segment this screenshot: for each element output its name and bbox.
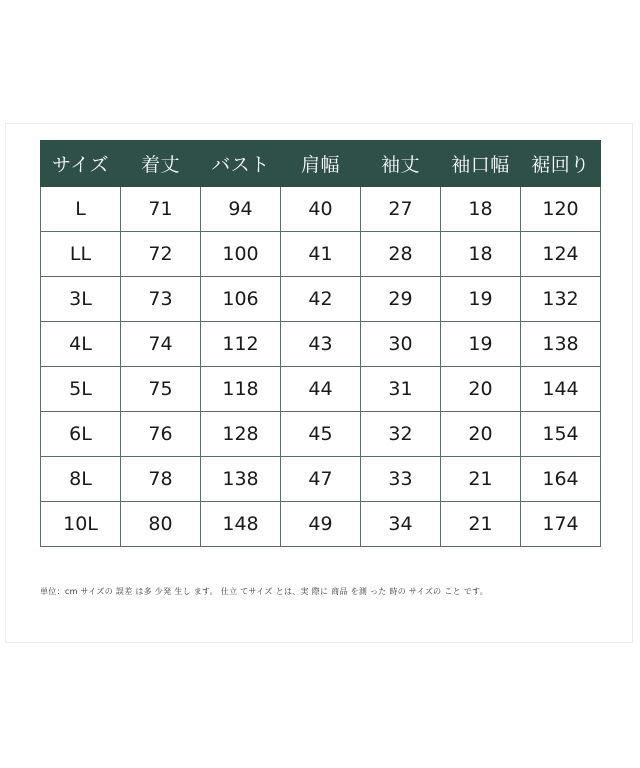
table-cell: 132	[521, 277, 601, 322]
table-cell: 118	[201, 367, 281, 412]
table-cell: 3L	[41, 277, 121, 322]
table-cell: 8L	[41, 457, 121, 502]
table-row	[41, 412, 601, 457]
table-cell: 100	[201, 232, 281, 277]
table-cell: 20	[441, 367, 521, 412]
table-cell: 72	[121, 232, 201, 277]
table-cell: 21	[441, 457, 521, 502]
header-cuff: 袖口幅	[441, 141, 521, 187]
table-cell: 76	[121, 412, 201, 457]
table-cell: 80	[121, 502, 201, 547]
header-hem: 裾回り	[521, 141, 601, 187]
table-cell: 94	[201, 187, 281, 232]
table-row	[41, 187, 601, 232]
table-row	[41, 502, 601, 547]
table-cell: 28	[361, 232, 441, 277]
size-table	[40, 140, 601, 547]
table-cell: LL	[41, 232, 121, 277]
header-length: 着丈	[121, 141, 201, 187]
header-sleeve: 袖丈	[361, 141, 441, 187]
header-size: サイズ	[41, 141, 121, 187]
table-cell: 47	[281, 457, 361, 502]
table-cell: 74	[121, 322, 201, 367]
table-cell: 78	[121, 457, 201, 502]
table-cell: 4L	[41, 322, 121, 367]
header-shoulder: 肩幅	[281, 141, 361, 187]
table-cell: 27	[361, 187, 441, 232]
table-cell: 164	[521, 457, 601, 502]
table-cell: 19	[441, 322, 521, 367]
table-row	[41, 232, 601, 277]
table-cell: 106	[201, 277, 281, 322]
table-cell: 41	[281, 232, 361, 277]
table-cell: 45	[281, 412, 361, 457]
table-cell: 33	[361, 457, 441, 502]
table-cell: 5L	[41, 367, 121, 412]
table-cell: 30	[361, 322, 441, 367]
table-cell: 71	[121, 187, 201, 232]
table-cell: 44	[281, 367, 361, 412]
table-cell: 32	[361, 412, 441, 457]
table-cell: 10L	[41, 502, 121, 547]
table-cell: 124	[521, 232, 601, 277]
table-cell: 31	[361, 367, 441, 412]
table-cell: 148	[201, 502, 281, 547]
table-cell: 138	[201, 457, 281, 502]
table-cell: 75	[121, 367, 201, 412]
table-cell: 49	[281, 502, 361, 547]
table-cell: L	[41, 187, 121, 232]
table-cell: 18	[441, 187, 521, 232]
table-cell: 19	[441, 277, 521, 322]
table-cell: 29	[361, 277, 441, 322]
table-cell: 144	[521, 367, 601, 412]
table-cell: 120	[521, 187, 601, 232]
table-cell: 20	[441, 412, 521, 457]
table-cell: 138	[521, 322, 601, 367]
table-cell: 128	[201, 412, 281, 457]
header-bust: バスト	[201, 141, 281, 187]
table-row	[41, 277, 601, 322]
table-cell: 154	[521, 412, 601, 457]
table-cell: 112	[201, 322, 281, 367]
table-row	[41, 367, 601, 412]
table-cell: 18	[441, 232, 521, 277]
table-cell: 42	[281, 277, 361, 322]
table-cell: 21	[441, 502, 521, 547]
table-cell: 34	[361, 502, 441, 547]
measurement-note: 単位：cm サイズの 誤差 は多 少発 生し ます。 仕立 てサイズ とは、実 際に 商品 を測 った 時の サイズの こと です。	[40, 587, 489, 596]
table-cell: 43	[281, 322, 361, 367]
table-header-row	[41, 141, 601, 187]
table-cell: 174	[521, 502, 601, 547]
table-row	[41, 322, 601, 367]
table-cell: 40	[281, 187, 361, 232]
table-cell: 6L	[41, 412, 121, 457]
table-cell: 73	[121, 277, 201, 322]
table-row	[41, 457, 601, 502]
